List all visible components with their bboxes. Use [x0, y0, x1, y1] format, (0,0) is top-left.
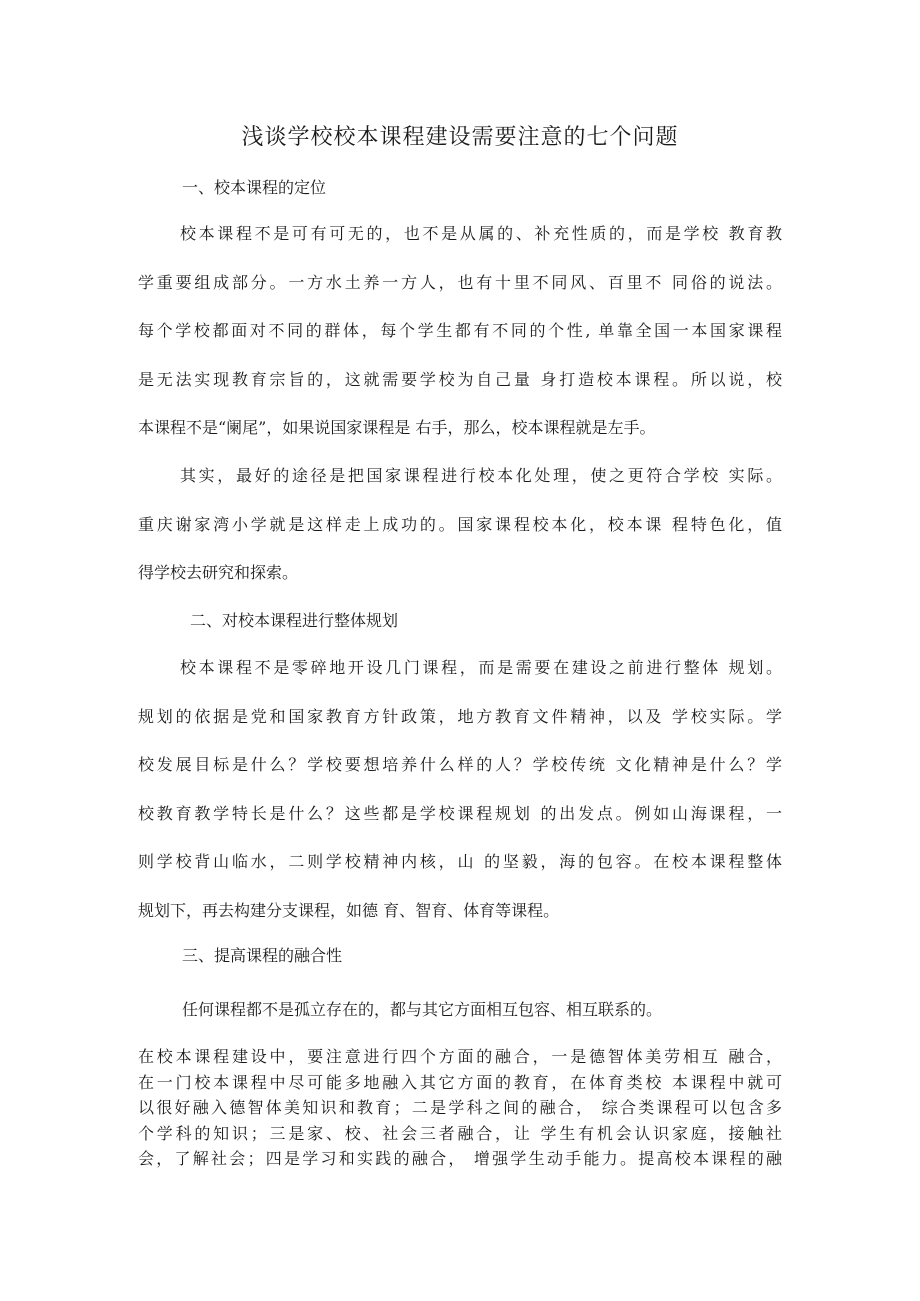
section-heading-1: 一、校本课程的定位: [182, 178, 327, 197]
paragraph-5: [138, 1045, 782, 1173]
paragraph-line: 个学科的知识；三是家、校、社会三者融合，让 学生有机会认识家庭，接触社: [138, 1123, 782, 1143]
paragraph-line: 校本课程不是零碎地开设几门课程，而是需要在建设之前进行整体 规划。: [180, 658, 782, 677]
paragraph-2: [138, 464, 782, 610]
paragraph-3: [138, 656, 782, 947]
paragraph-line: 会，了解社会；四是学习和实践的融合， 增强学生动手能力。提高校本课程的融: [138, 1149, 782, 1168]
paragraph-line: 是无法实现教育宗旨的，这就需要学校为自己量 身打造校本课程。所以说，校: [138, 369, 782, 389]
paragraph-line: 以很好融入德智体美知识和教育；二是学科之间的融合， 综合类课程可以包含多: [138, 1098, 782, 1117]
paragraph-line: 得学校去研究和探索。: [138, 563, 299, 582]
section-heading-2: 二、对校本课程进行整体规划: [190, 611, 399, 630]
paragraph-line: 在一门校本课程中尽可能多地融入其它方面的教育，在体育类校 本课程中就可: [138, 1072, 782, 1092]
paragraph-line: 则学校背山临水，二则学校精神内核，山 的坚毅，海的包容。在校本课程整体: [138, 852, 782, 871]
paragraph-line: 校教育教学特长是什么？这些都是学校课程规划 的出发点。例如山海课程，一: [138, 803, 782, 823]
paragraph-line: 每个学校都面对不同的群体，每个学生都有不同的个性, 单靠全国一本国家课程: [138, 321, 782, 340]
paragraph-line: 在校本课程建设中，要注意进行四个方面的融合，一是德智体美劳相互 融合，: [138, 1047, 782, 1066]
paragraph-4: 任何课程都不是孤立存在的，都与其它方面相互包容、相互联系的。: [182, 1000, 663, 1019]
paragraph-line: 学重要组成部分。一方水土养一方人，也有十里不同风、百里不 同俗的说法。: [138, 272, 782, 292]
paragraph-line: 重庆谢家湾小学就是这样走上成功的。国家课程校本化，校本课 程特色化，值: [138, 514, 782, 534]
paragraph-line: 校本课程不是可有可无的，也不是从属的、补充性质的，而是学校 教育教: [180, 224, 782, 243]
document-title: 浅谈学校校本课程建设需要注意的七个问题: [241, 125, 679, 150]
paragraph-line: 本课程不是“阑尾”，如果说国家课程是 右手，那么，校本课程就是左手。: [138, 418, 656, 437]
paragraph-line: 其实，最好的途径是把国家课程进行校本化处理，使之更符合学校 实际。: [180, 466, 782, 485]
paragraph-line: 校发展目标是什么？学校要想培养什么样的人？学校传统 文化精神是什么？学: [138, 755, 782, 774]
section-heading-3: 三、提高课程的融合性: [182, 946, 343, 965]
paragraph-line: 规划的依据是党和国家教育方针政策，地方教育文件精神，以及 学校实际。学: [138, 706, 782, 726]
paragraph-line: 规划下，再去构建分支课程，如德 育、智育、体育等课程。: [138, 900, 560, 920]
paragraph-1: [138, 222, 782, 465]
